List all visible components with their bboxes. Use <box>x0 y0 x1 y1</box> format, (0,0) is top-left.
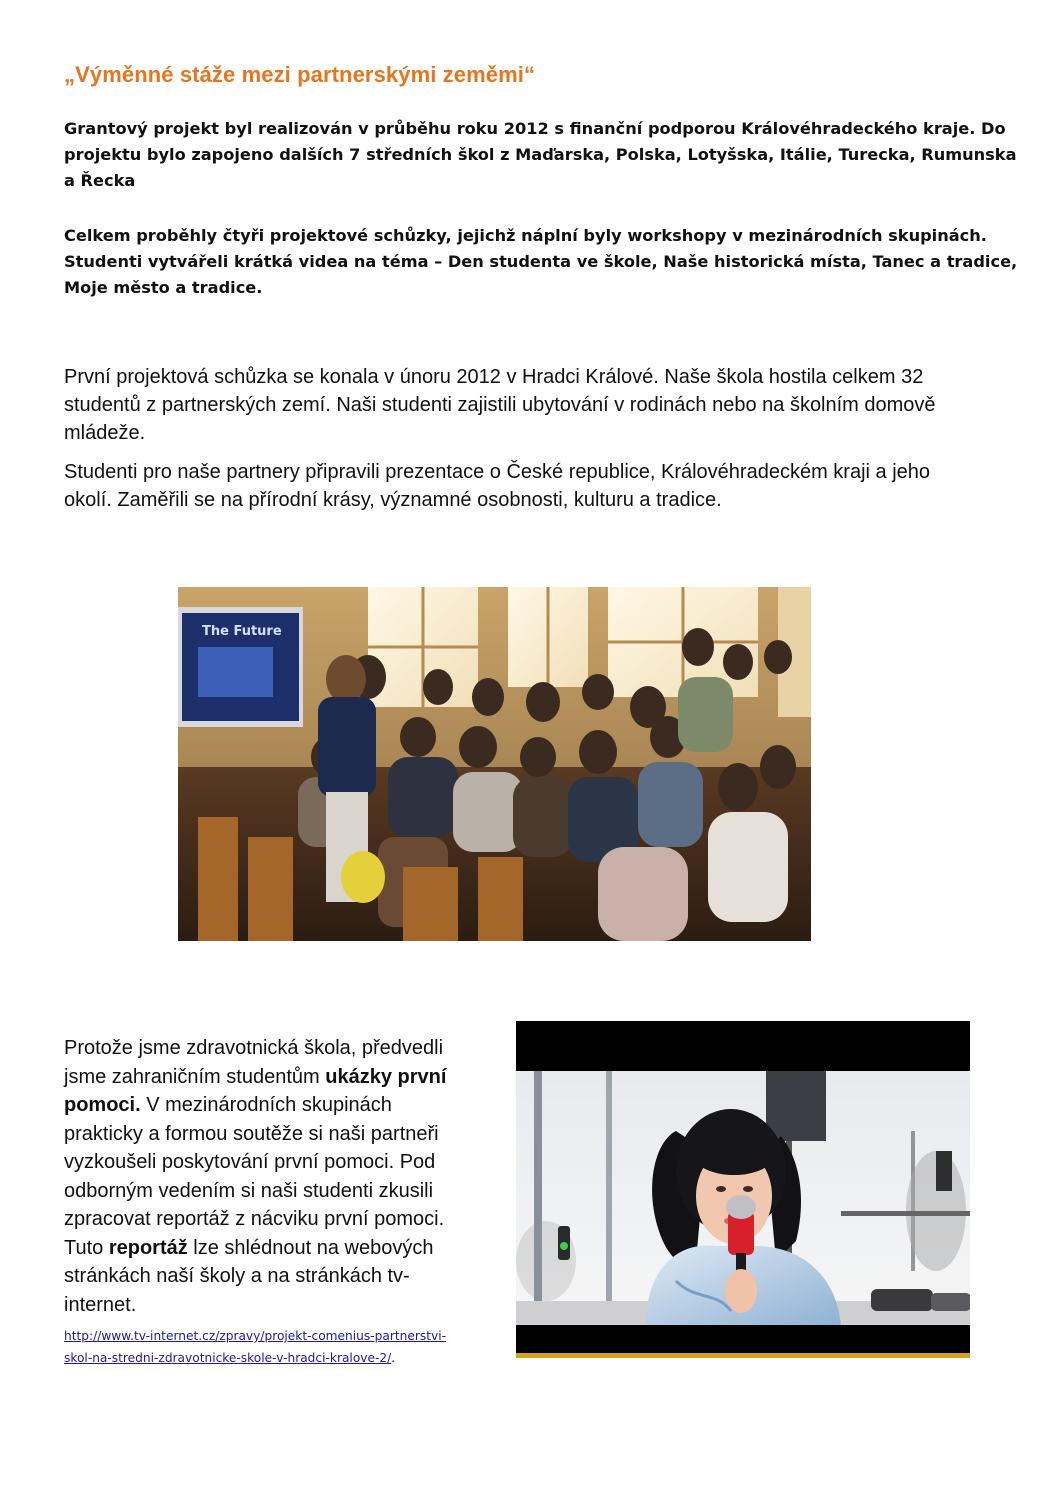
first-aid-line <box>64 1234 494 1263</box>
intro-line: Grantový projekt byl realizován v průběhu roku 2012 s finanční podporou Královéhradeckého kraje. Do <box>64 119 1006 138</box>
first-aid-line: stránkách naší školy a na stránkách tv- <box>64 1265 410 1287</box>
meetings-line: Celkem proběhly čtyři projektové schůzky, jejichž náplní byly workshopy v mezinárodních skupinách. <box>64 226 987 245</box>
intro-paragraph <box>64 116 1017 194</box>
link-trailing: . <box>391 1351 396 1365</box>
reportage-video-still <box>516 1021 970 1355</box>
meetings-line: Studenti vytvářeli krátká videa na téma – Den studenta ve škole, Naše historická místa, Tanec a tradice, <box>64 252 1018 271</box>
intro-line: a Řecka <box>64 171 136 190</box>
presentations-line: Studenti pro naše partnery připravili prezentace o České republice, Královéhradeckém kraji a jeho <box>64 461 931 483</box>
text-run: Tuto <box>64 1236 109 1259</box>
presentations-line: okolí. Zaměřili se na přírodní krásy, významné osobnosti, kulturu a tradice. <box>64 489 722 511</box>
first-aid-paragraph <box>64 1034 494 1319</box>
text-run: V mezinárodních skupinách <box>140 1094 392 1116</box>
report-link[interactable]: http://www.tv-internet.cz/zpravy/projekt-comenius-partnerstvi- <box>64 1329 446 1343</box>
first-aid-line <box>64 1091 494 1120</box>
first-meeting-line: studentů z partnerských zemí. Naši studenti zajistili ubytování v rodinách nebo na školním domově <box>64 394 936 416</box>
intro-line: projektu bylo zapojeno dalších 7 středních škol z Maďarska, Polska, Lotyšska, Itálie, Turecka, Rumunska <box>64 145 1017 164</box>
first-meeting-line: První projektová schůzka se konala v únoru 2012 v Hradci Králové. Naše škola hostila celkem 32 <box>64 366 924 388</box>
report-link[interactable]: skol-na-stredni-zdravotnicke-skole-v-hradci-kralove-2/ <box>64 1351 392 1365</box>
bold-run: ukázky první <box>325 1065 447 1088</box>
meetings-paragraph <box>64 223 1017 301</box>
first-aid-line: internet. <box>64 1293 137 1316</box>
first-aid-line: prakticky a formou soutěže si naši partneři <box>64 1122 439 1145</box>
first-aid-line: vyzkoušeli poskytování první pomoci. Pod <box>64 1151 436 1173</box>
first-aid-line <box>64 1063 494 1092</box>
text-run: jsme zahraničním studentům <box>64 1065 326 1088</box>
first-aid-line: zpracovat reportáž z nácviku první pomoci. <box>64 1208 445 1230</box>
bold-run: pomoci. <box>64 1094 141 1116</box>
classroom-photo <box>178 587 811 941</box>
first-meeting-line: mládeže. <box>64 422 146 444</box>
bold-run: reportáž <box>108 1236 188 1259</box>
link-line <box>64 1325 446 1347</box>
link-line <box>64 1347 446 1369</box>
report-link-block <box>64 1325 446 1369</box>
first-meeting-paragraph <box>64 363 936 447</box>
text-run: lze shlédnout na webových <box>187 1236 434 1259</box>
video-border-accent <box>516 1353 970 1358</box>
meetings-line: Moje město a tradice. <box>64 278 263 297</box>
screen-text: The Future <box>202 624 282 639</box>
presentations-paragraph <box>64 458 930 514</box>
first-aid-line: Protože jsme zdravotnická škola, předvedli <box>64 1037 444 1059</box>
first-aid-line: odborným vedením si naši studenti zkusili <box>64 1179 434 1202</box>
document-title: „Výměnné stáže mezi partnerskými zeměmi“ <box>64 62 536 87</box>
